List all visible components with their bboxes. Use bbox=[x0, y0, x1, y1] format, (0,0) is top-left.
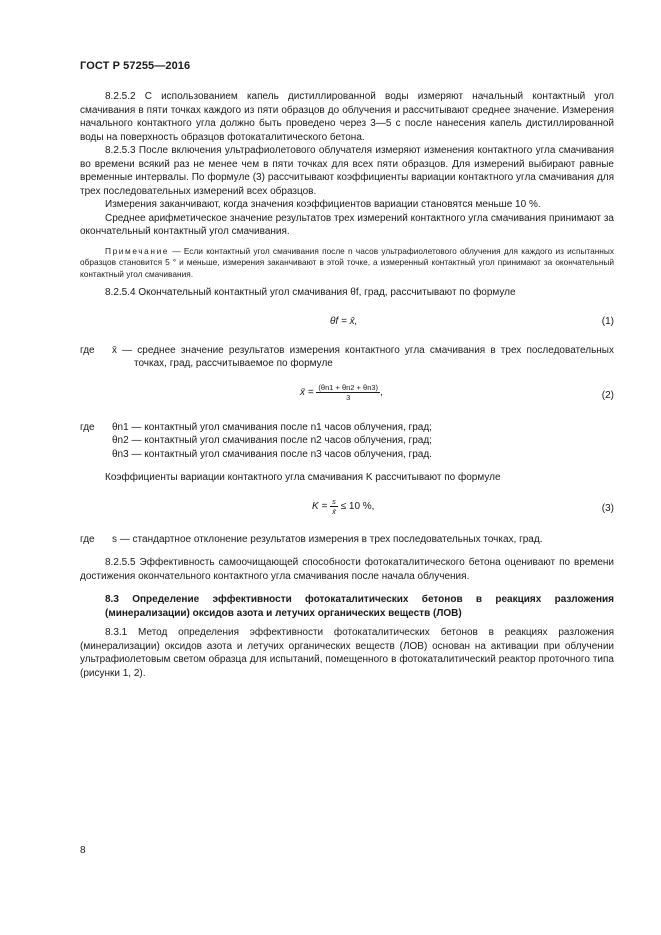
definition-xbar-text: x̄ — среднее значение результатов измерения контактного угла смачивания в трех последовательных точках, град, рассчитываемое по формуле bbox=[112, 344, 614, 369]
paragraph-measurement-end: Измерения заканчивают, когда значения коэффициентов вариации становятся меньше 10 %. bbox=[105, 199, 541, 210]
formula-2-number: (2) bbox=[601, 389, 614, 401]
formula-3-lhs: K = bbox=[312, 500, 328, 512]
definition-theta-list bbox=[80, 421, 614, 462]
formula-3 bbox=[80, 497, 614, 523]
formula-3-number: (3) bbox=[601, 502, 614, 514]
document-body bbox=[80, 90, 614, 680]
note-label: Примечание bbox=[105, 245, 170, 256]
definition-xbar bbox=[80, 344, 614, 371]
paragraph-mean-value: Среднее арифметическое значение результатов трех измерений контактного угла смачивания принимают за окончательный контактный угол смачивания. bbox=[80, 212, 614, 237]
formula-2-denominator: 3 bbox=[346, 392, 351, 402]
section-heading-8-3: 8.3 Определение эффективности фотокаталитических бетонов в реакциях разложения (минерализации) оксидов азота и летучих органических веществ (ЛОВ) bbox=[105, 594, 614, 619]
where-word: где bbox=[80, 533, 95, 545]
where-word: где bbox=[80, 421, 95, 433]
formula-2-expression bbox=[300, 383, 383, 402]
note bbox=[80, 246, 614, 281]
document-header-title: ГОСТ Р 57255—2016 bbox=[80, 60, 191, 72]
where-word: где bbox=[80, 344, 95, 356]
paragraph-8-2-5-2: 8.2.5.2 С использованием капель дистиллированной воды измеряют начальный контактный угол смачивания в пяти точках каждого из пяти образцов до облучения и рассчитывают среднее значение. Измерения начального контактного угла должно быть проведено через 3—5 с после нанесения капель дистиллированной воды на поверхность образцов фотокаталитического бетона. bbox=[80, 91, 614, 143]
formula-2-fraction bbox=[316, 383, 380, 402]
definition-s bbox=[80, 533, 614, 547]
formula-3-rhs: ≤ 10 %, bbox=[340, 500, 375, 512]
formula-3-numerator: s bbox=[332, 496, 336, 506]
definition-theta-n1: θn1 — контактный угол смачивания после n1 часов облучения, град; bbox=[112, 421, 432, 433]
paragraph-8-2-5-4: 8.2.5.4 Окончательный контактный угол смачивания θf, град, рассчитывают по формуле bbox=[105, 287, 516, 298]
definition-theta-n3: θn3 — контактный угол смачивания после n3 часов облучения, град. bbox=[112, 448, 432, 460]
formula-1 bbox=[80, 312, 614, 334]
formula-1-expression: θf = x̄, bbox=[330, 315, 358, 327]
formula-3-expression bbox=[312, 497, 374, 516]
definition-theta-n2: θn2 — контактный угол смачивания после n2 часов облучения, град; bbox=[112, 435, 432, 446]
formula-2-lhs: x̄ = bbox=[300, 386, 314, 398]
formula-3-denominator: x̄ bbox=[332, 506, 336, 516]
paragraph-variation-coefficient: Коэффициенты вариации контактного угла смачивания K рассчитывают по формуле bbox=[105, 472, 501, 483]
page-number: 8 bbox=[80, 845, 86, 856]
paragraph-8-2-5-3: 8.2.5.3 После включения ультрафиолетового облучателя измеряют изменения контактного угла смачивания во времени всякий раз не менее чем в пяти точках для всех пяти образцов. Для измерений выбирают равные временные интервалы. По формуле (3) рассчитывают коэффициенты вариации контактного угла смачивания для трех последовательных измерений всех образцов. bbox=[80, 145, 614, 197]
note-text: — Если контактный угол смачивания после n часов ультрафиолетового облучения для каждого из испытанных образцов становится 5 ° и меньше, измерения заканчивают в этой точке, а измеренный контактный угол принимают за окончательный контактный угол смачивания. bbox=[80, 245, 614, 279]
formula-1-number: (1) bbox=[601, 315, 614, 327]
formula-2-tail: , bbox=[380, 386, 383, 398]
definition-s-text: s — стандартное отклонение результатов измерения в трех последовательных точках, град. bbox=[112, 533, 543, 545]
formula-2-numerator: (θn1 + θn2 + θn3) bbox=[318, 382, 379, 392]
formula-2 bbox=[80, 383, 614, 411]
paragraph-8-2-5-5: 8.2.5.5 Эффективность самоочищающей способности фотокаталитического бетона оценивают по времени достижения окончательного контактного угла смачивания после начала облучения. bbox=[80, 557, 614, 582]
formula-3-fraction bbox=[330, 497, 338, 516]
paragraph-8-3-1: 8.3.1 Метод определения эффективности фотокаталитических бетонов в реакциях разложения (минерализации) оксидов азота и летучих органических веществ (ЛОВ) основан на активации при облучении ультрафиолетовым светом образца для испытаний, помещенного в фотокаталитический реактор проточного типа (рисунки 1, 2). bbox=[80, 627, 614, 679]
